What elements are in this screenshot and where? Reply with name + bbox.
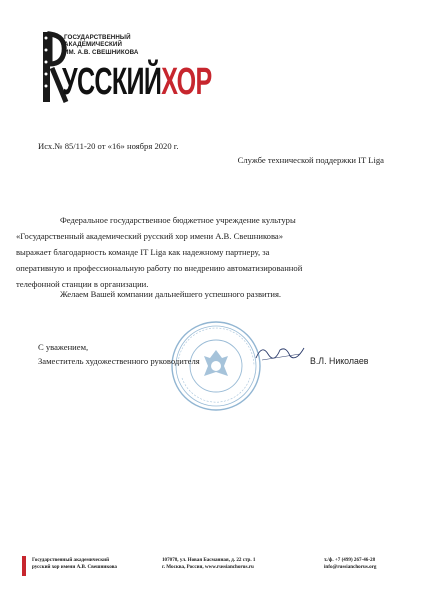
body-line: выражает благодарность команде IT Liga как надежному партнеру, за	[16, 247, 270, 257]
footer-phone: т./ф. +7 (499) 267-46-28	[324, 557, 376, 563]
footer-address-line-1: 107078, ул. Новая Басманная, д. 22 стр. 1	[162, 557, 256, 563]
closing-wish: Желаем Вашей компании дальнейшего успешного развития.	[60, 289, 282, 299]
signatory-position: Заместитель художественного руководителя	[38, 356, 200, 366]
footer-org-line-2: русский хор имени А.В. Свешникова	[32, 564, 117, 570]
letter-body	[16, 212, 390, 292]
logo-line-3: ИМ. А.В. СВЕШНИКОВА	[64, 48, 139, 56]
footer-email: info@russianchorus.org	[324, 564, 377, 570]
logo-word-red: ХОР	[161, 61, 212, 103]
body-line: Федеральное государственное бюджетное учреждение культуры	[60, 215, 296, 225]
footer-organization	[32, 557, 117, 571]
footer-contacts	[324, 557, 376, 571]
footer-address-line-2: г. Москва, Россия, www.russianchorus.ru	[162, 564, 254, 570]
logo-wordmark	[62, 62, 212, 102]
choir-logo	[40, 28, 210, 106]
handwritten-signature-icon	[252, 340, 312, 366]
addressee: Службе технической поддержки IT Liga	[237, 155, 384, 165]
body-line: «Государственный академический русский хор имени А.В. Свешникова»	[16, 231, 284, 241]
footer-org-line-1: Государственный академический	[32, 557, 109, 563]
footer-address	[162, 557, 255, 571]
signatory-name: В.Л. Николаев	[310, 356, 369, 366]
body-line: телефонной станции в организации.	[16, 279, 149, 289]
logo-caption	[64, 34, 138, 56]
logo-word-black: УССКИЙ	[62, 61, 162, 103]
logo-line-2: АКАДЕМИЧЕСКИЙ	[64, 41, 122, 49]
regards: С уважением,	[38, 342, 89, 352]
body-line: оперативную и профессиональную работу по внедрению автоматизированной	[16, 263, 303, 273]
letterhead-footer	[22, 554, 412, 586]
footer-red-bar	[22, 556, 26, 576]
outgoing-reference: Исх.№ 85/11-20 от «16» ноября 2020 г.	[38, 141, 179, 151]
logo-line-1: ГОСУДАРСТВЕННЫЙ	[64, 34, 131, 41]
